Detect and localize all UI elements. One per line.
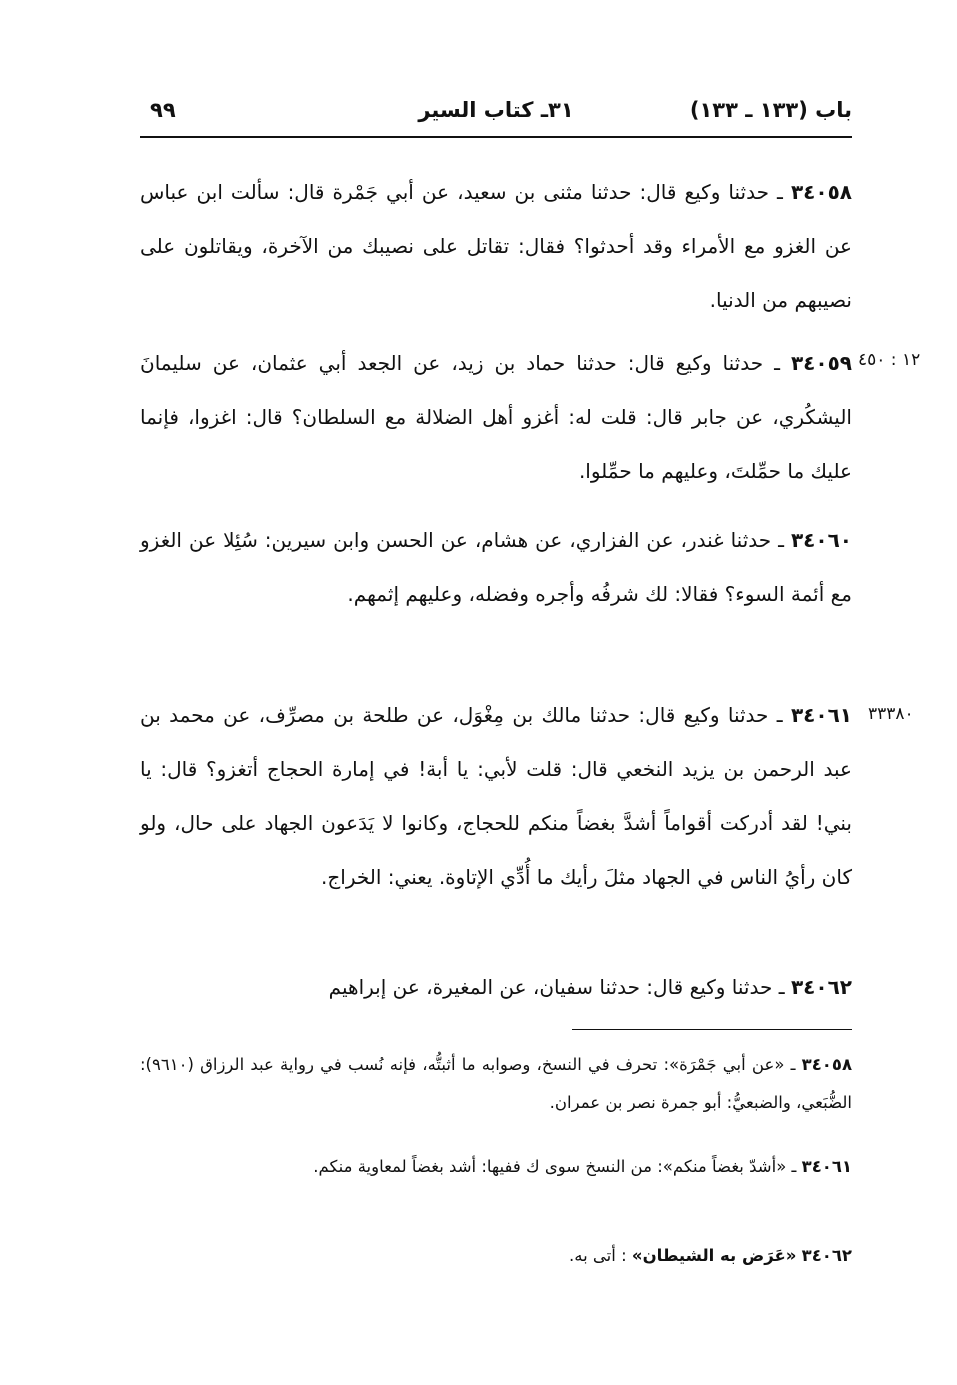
hadith-text: ـ حدثنا وكيع قال: حدثنا سفيان، عن المغيرة، عن إبراهيم	[328, 975, 785, 999]
margin-note: ٣٣٣٨٠	[868, 704, 914, 724]
footnote	[140, 1148, 852, 1186]
hadith-paragraph	[140, 165, 852, 327]
footnote-quote: «عَرَض به الشيطان»	[631, 1246, 797, 1265]
footnote	[140, 1046, 852, 1122]
footnote-divider	[572, 1029, 852, 1030]
book-title: ٣١ـ كتاب السير	[418, 98, 574, 122]
hadith-text: ـ حدثنا وكيع قال: حدثنا مثنى بن سعيد، عن أبي جَمْرة قال: سألت ابن عباس عن الغزو مع الأمراء وقد أحدثوا؟ فقال: تقاتل على نصيبك من الآخرة، ويقاتلون على نصيبهم من الدنيا.	[140, 180, 852, 312]
hadith-number: ٣٤٠٦٢	[790, 975, 852, 999]
footnote-number: ٣٤٠٦١	[801, 1157, 852, 1176]
chapter-heading: باب (١٣٣ ـ ١٣٣)	[689, 98, 852, 122]
hadith-paragraph	[140, 688, 852, 904]
hadith-text: ـ حدثنا وكيع قال: حدثنا حماد بن زيد، عن الجعد أبي عثمان، عن سليمانَ اليشكُري، عن جابر قال: قلت له: أغزو أهل الضلالة مع السلطان؟ قال: اغزوا، فإنما عليك ما حمِّلتَ، وعليهم ما حمِّلوا.	[140, 351, 852, 483]
hadith-paragraph	[140, 960, 852, 1014]
hadith-text: ـ حدثنا غندر، عن الفزاري، عن هشام، عن الحسن وابن سيرين: سُئِلا عن الغزو مع أئمة السوء؟ فقالا: لك شرفُه وأجره وفضله، وعليهم إثمهم.	[140, 528, 852, 606]
page-number: ٩٩	[150, 98, 176, 122]
hadith-number: ٣٤٠٦٠	[790, 528, 852, 552]
footnote-number: ٣٤٠٦٢	[801, 1246, 852, 1265]
page-header	[140, 92, 852, 132]
footnote-text: : أتى به.	[569, 1246, 627, 1265]
footnote-text: ـ «أشدّ بغضاً منكم»: من النسخ سوى ك ففيها: أشد بغضاً لمعاوية منكم.	[313, 1157, 797, 1176]
hadith-paragraph	[140, 513, 852, 621]
footnote-text: ـ «عن أبي جَمْرَة»: تحرف في النسخ، وصوابه ما أثبتُّه، فإنه نُسب في رواية عبد الرزاق (٩٦١٠): الضُّبَعي، والضبعيُّ: أبو جمرة نصر بن عمران.	[140, 1055, 852, 1112]
hadith-number: ٣٤٠٥٩	[790, 351, 852, 375]
margin-note: ١٢ : ٤٥٠	[858, 350, 921, 370]
header-divider	[140, 136, 852, 138]
hadith-number: ٣٤٠٥٨	[790, 180, 853, 204]
hadith-text: ـ حدثنا وكيع قال: حدثنا مالك بن مِغْوَل، عن طلحة بن مصرِّف، عن محمد بن عبد الرحمن بن يزيد النخعي قال: قلت لأبي: يا أبة! في إمارة الحجاج أتغزو؟ قال: يا بني! لقد أدركت أقواماً أشدَّ بغضاً منكم للحجاج، وكانوا لا يَدَعون الجهاد على حال، ولو كان رأيُ الناس في الجهاد مثلَ رأيك ما أُدِّي الإتاوة. يعني: الخراج.	[140, 703, 852, 889]
hadith-number: ٣٤٠٦١	[790, 703, 853, 727]
footnote	[140, 1237, 852, 1275]
footnote-number: ٣٤٠٥٨	[801, 1055, 853, 1074]
hadith-paragraph	[140, 336, 852, 498]
